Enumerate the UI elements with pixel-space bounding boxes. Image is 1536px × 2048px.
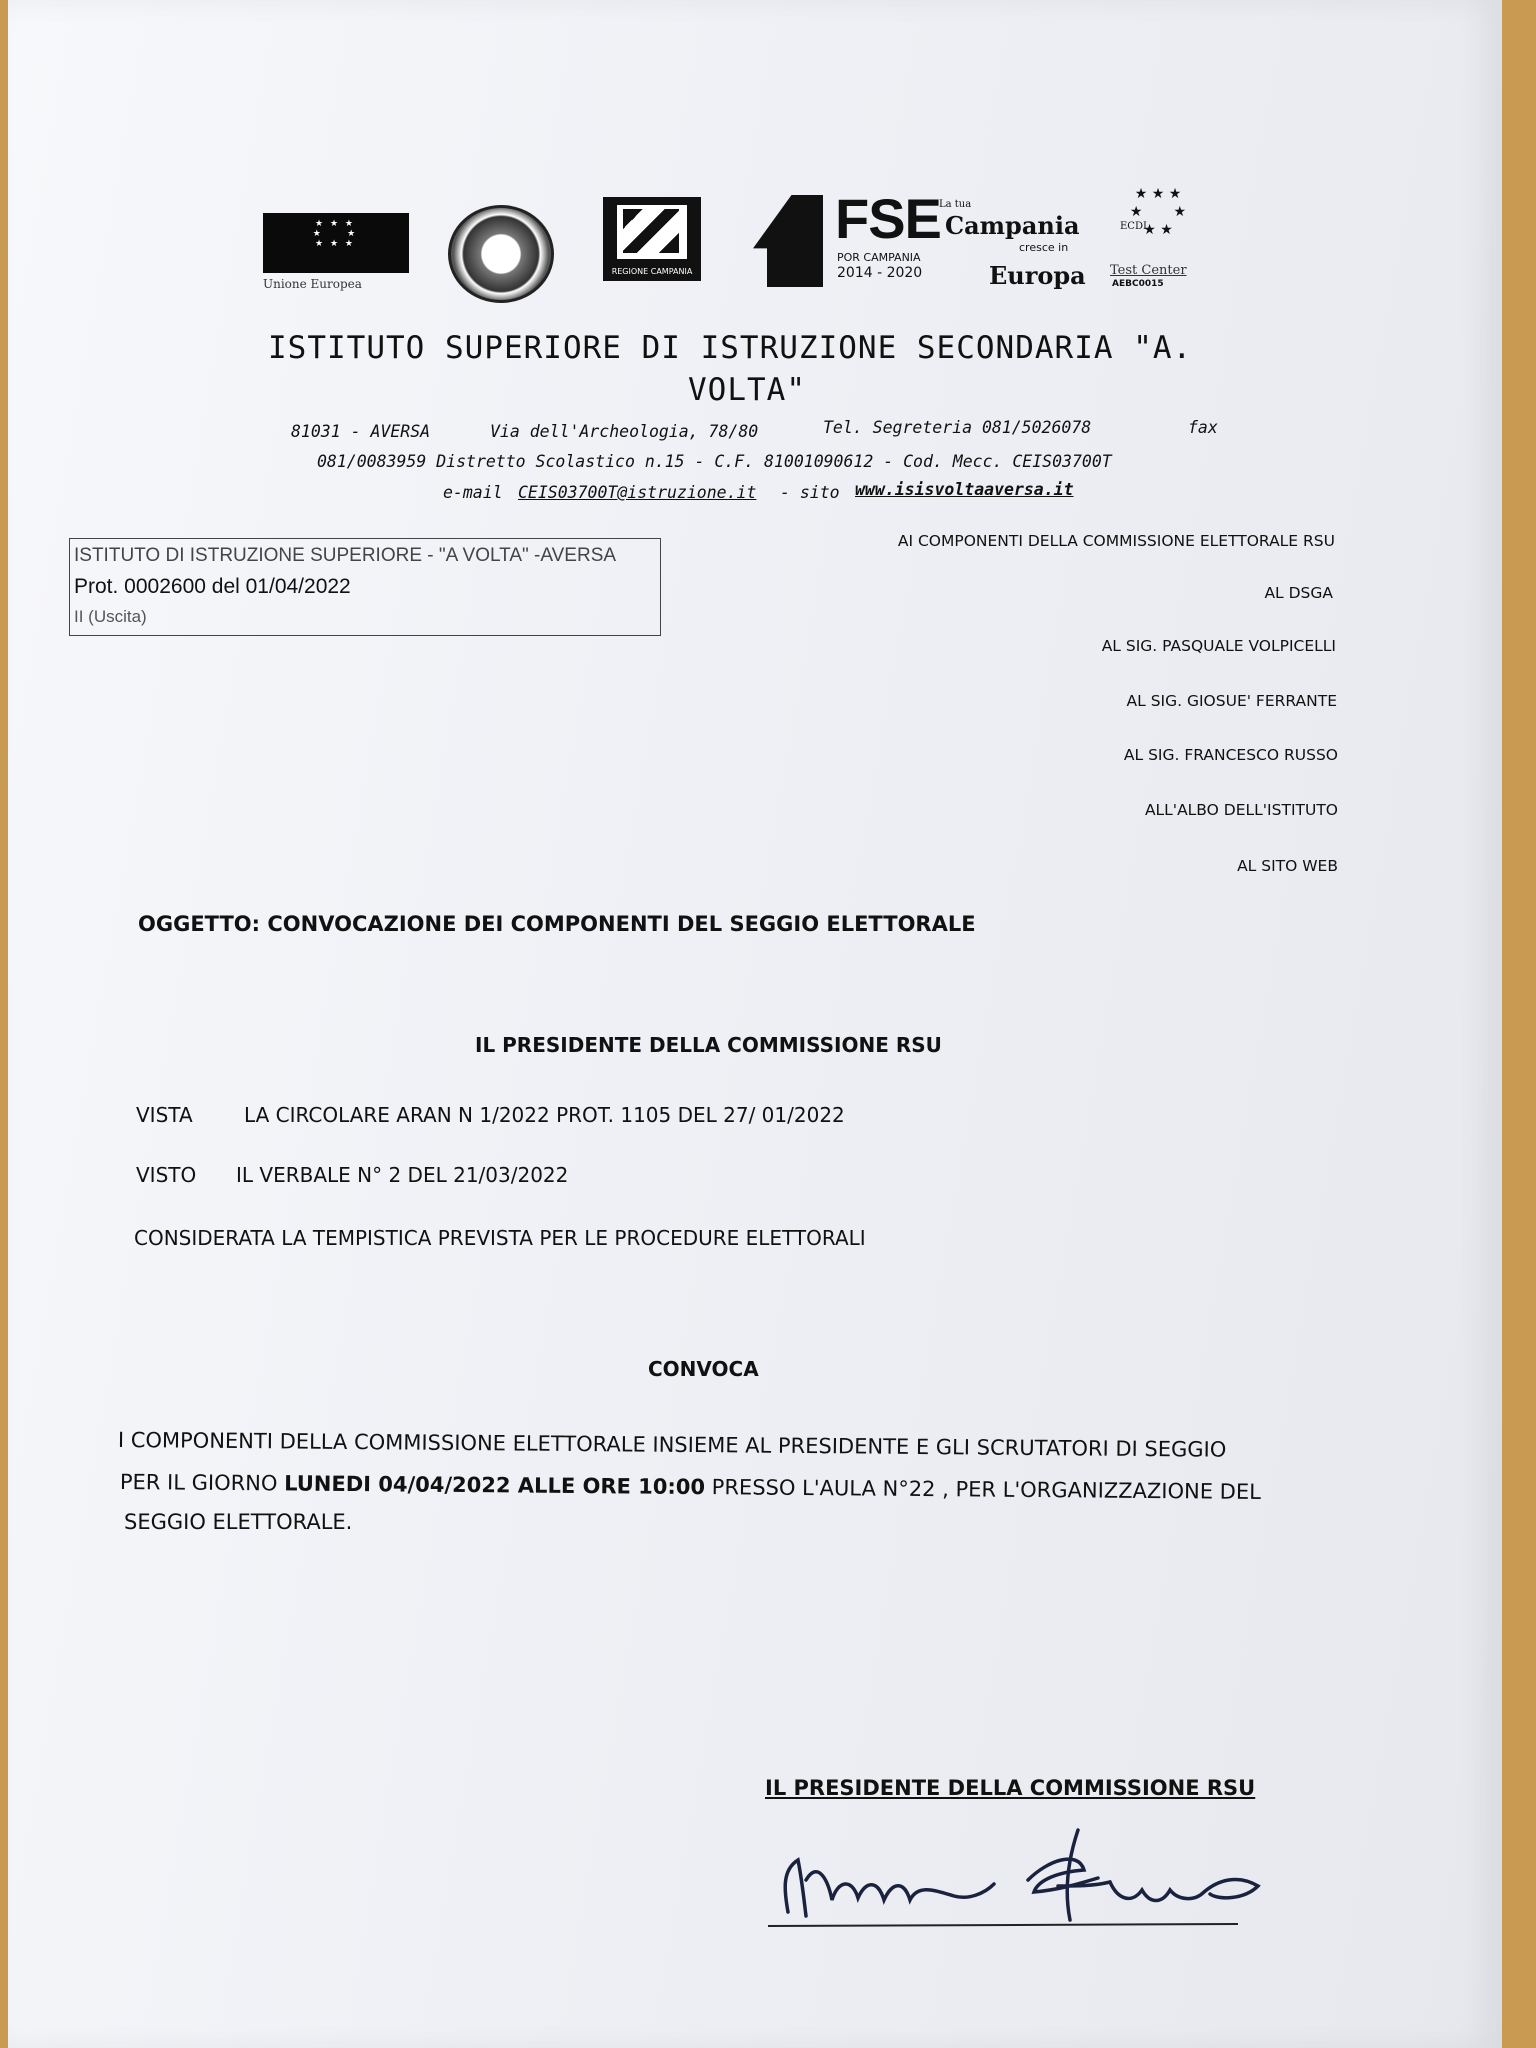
recipient-ferrante: AL SIG. GIOSUE' FERRANTE [1126, 692, 1337, 710]
fse-sub2: 2014 - 2020 [837, 265, 923, 281]
address-tel: Tel. Segreteria 081/5026078 [823, 418, 1092, 437]
visto-value: IL VERBALE N° 2 DEL 21/03/2022 [236, 1163, 569, 1187]
considerata-line: CONSIDERATA LA TEMPISTICA PREVISTA PER LE PROCEDURE ELETTORALI [134, 1226, 866, 1250]
president-heading: IL PRESIDENTE DELLA COMMISSIONE RSU [475, 1033, 942, 1057]
visto-key: VISTO [136, 1163, 197, 1187]
email-label: e-mail [443, 483, 503, 502]
subject-line: OGGETTO: CONVOCAZIONE DEI COMPONENTI DEL SEGGIO ELETTORALE [138, 912, 976, 936]
regione-caption: REGIONE CAMPANIA [611, 267, 693, 276]
ecdl-logo [1108, 185, 1208, 295]
fse-mark: FSE [835, 187, 941, 250]
convocation-para-line1: I COMPONENTI DELLA COMMISSIONE ELETTORALE INSIEME AL PRESIDENTE E GLI SCRUTATORI DI SEGGIO [117, 1428, 1227, 1462]
protocol-direction: II (Uscita) [74, 607, 147, 626]
meeting-datetime: LUNEDI 04/04/2022 ALLE ORE 10:00 [284, 1471, 706, 1500]
address-street: Via dell'Archeologia, 78/80 [490, 422, 759, 441]
address-line2: 081/0083959 Distretto Scolastico n.15 - C.F. 81001090612 - Cod. Mecc. CEIS03700T [317, 452, 1112, 471]
vista-value: LA CIRCOLARE ARAN N 1/2022 PROT. 1105 DEL 27/ 01/2022 [244, 1103, 845, 1127]
convocation-para-line2 [120, 1470, 1261, 1504]
para-text: PER IL GIORNO [119, 1470, 285, 1496]
recipient-volpicelli: AL SIG. PASQUALE VOLPICELLI [1101, 637, 1336, 655]
eu-stars-icon: ★ ★ ★ ★ ★ ★ ★ ★ [312, 219, 358, 249]
ecdl-stars-icon: ★ ★ ★ ★ ★ ★ ★ [1129, 186, 1187, 238]
site-label: - sito [780, 483, 840, 502]
fse-sub1: POR CAMPANIA [837, 251, 921, 264]
recipient-dsga: AL DSGA [1264, 584, 1333, 602]
site-link[interactable]: www.isisvoltaaversa.it [855, 480, 1074, 499]
address-fax-label: fax [1188, 418, 1218, 437]
document-page [8, 0, 1502, 2048]
italian-republic-emblem-logo [448, 205, 554, 303]
handwritten-signature [758, 1820, 1338, 1930]
signature-title: IL PRESIDENTE DELLA COMMISSIONE RSU [765, 1776, 1256, 1800]
address-cap: 81031 - AVERSA [291, 422, 431, 441]
fse-europa: Europa [989, 261, 1086, 290]
ecdl-test-center: Test Center [1110, 263, 1187, 278]
ecdl-code: AEBC0015 [1112, 279, 1164, 289]
fse-arrow-logo [753, 195, 823, 287]
regione-campania-logo [603, 197, 701, 281]
fse-campania: Campania [945, 211, 1080, 240]
recipient-russo: AL SIG. FRANCESCO RUSSO [1123, 746, 1338, 764]
protocol-institute: ISTITUTO DI ISTRUZIONE SUPERIORE - "A VOLTA" -AVERSA [74, 545, 617, 566]
protocol-number: Prot. 0002600 del 01/04/2022 [74, 575, 351, 598]
para-text: PRESSO L'AULA N°22 , PER L'ORGANIZZAZIONE DEL [704, 1475, 1261, 1504]
ecdl-label: ECDL [1120, 221, 1150, 232]
recipient-commissione: AI COMPONENTI DELLA COMMISSIONE ELETTORALE RSU [897, 532, 1335, 550]
school-title: ISTITUTO SUPERIORE DI ISTRUZIONE SECONDARIA "A. [268, 330, 1193, 366]
email-link[interactable]: CEIS03700T@istruzione.it [518, 483, 757, 502]
recipient-sito-web: AL SITO WEB [1237, 857, 1338, 875]
eu-flag-logo [263, 213, 409, 273]
fse-cresce-in: cresce in [1019, 241, 1069, 254]
convocation-para-line3: SEGGIO ELETTORALE. [124, 1510, 353, 1534]
header-logos [263, 185, 1213, 305]
fse-la-tua: La tua [939, 199, 972, 210]
vista-key: VISTA [136, 1103, 193, 1127]
recipient-albo: ALL'ALBO DELL'ISTITUTO [1144, 801, 1338, 819]
convoca-heading: CONVOCA [648, 1357, 759, 1381]
eu-caption: Unione Europea [263, 277, 362, 291]
protocol-stamp [69, 538, 661, 636]
school-title-cont: VOLTA" [688, 372, 806, 408]
